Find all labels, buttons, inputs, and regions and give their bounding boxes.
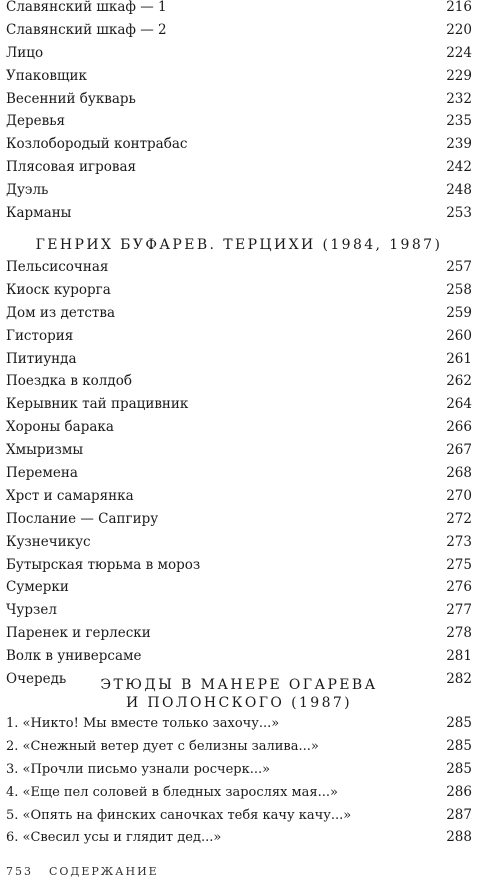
entry-title: Славянский шкаф — 1 <box>6 0 167 15</box>
entry-title: Волк в универсаме <box>6 648 142 665</box>
toc-entry <box>6 826 472 849</box>
toc-entry <box>6 179 472 202</box>
toc-entry <box>6 599 472 622</box>
entry-page: 235 <box>446 113 472 130</box>
entry-title: Поездка в колдоб <box>6 373 132 390</box>
toc-entry <box>6 735 472 758</box>
entry-title: Лицо <box>6 44 44 61</box>
toc-entry <box>6 0 472 19</box>
entry-title: 1. «Никто! Мы вместе только захочу...» <box>6 716 280 731</box>
entry-page: 216 <box>446 0 472 15</box>
entry-title: Киоск курорга <box>6 281 111 298</box>
entry-title: Дуэль <box>6 182 49 199</box>
entry-page: 276 <box>446 579 472 596</box>
entry-page: 266 <box>446 419 472 436</box>
toc-entry <box>6 42 472 65</box>
entry-title: Плясовая игровая <box>6 159 137 176</box>
toc-entry <box>6 622 472 645</box>
section-heading <box>6 676 472 712</box>
toc-entry <box>6 302 472 325</box>
entry-page: 229 <box>446 67 472 84</box>
toc-entry <box>6 531 472 554</box>
entry-page: 239 <box>446 136 472 153</box>
toc-entry <box>6 202 472 225</box>
entry-page: 282 <box>446 671 472 688</box>
entry-page: 268 <box>446 465 472 482</box>
entry-page: 286 <box>446 783 472 800</box>
entry-title: Керывник тай працивник <box>6 396 189 413</box>
entry-title: Кузнечикус <box>6 533 91 550</box>
running-footer-label: СОДЕРЖАНИЕ <box>49 865 159 878</box>
entry-page: 224 <box>446 44 472 61</box>
toc-entry <box>6 758 472 781</box>
toc-entry <box>6 279 472 302</box>
entry-title: Гистория <box>6 327 74 344</box>
toc-entry <box>6 645 472 668</box>
entry-title: Очередь <box>6 671 67 688</box>
toc-entry <box>6 554 472 577</box>
toc-entry <box>6 110 472 133</box>
entry-title: Хороны барака <box>6 419 114 436</box>
entry-title: 3. «Прочли письмо узнали росчерк...» <box>6 761 271 777</box>
section-heading-line: И ПОЛОНСКОГО (1987) <box>125 695 353 711</box>
toc-section-3 <box>6 712 472 849</box>
toc-entry <box>6 781 472 804</box>
entry-page: 277 <box>446 602 472 619</box>
entry-page: 285 <box>446 760 472 777</box>
toc-entry <box>6 133 472 156</box>
entry-page: 253 <box>446 205 472 222</box>
toc-entry <box>6 19 472 42</box>
toc-entry <box>6 393 472 416</box>
entry-page: 285 <box>446 715 472 731</box>
entry-title: Перемена <box>6 465 78 482</box>
toc-entry <box>6 325 472 348</box>
toc-entry <box>6 88 472 111</box>
entry-page: 264 <box>446 396 472 413</box>
section-heading-line: ЭТЮДЫ В МАНЕРЕ ОГАРЕВА <box>100 677 378 693</box>
entry-page: 257 <box>446 259 472 275</box>
entry-title: Сумерки <box>6 579 69 596</box>
entry-page: 248 <box>446 182 472 199</box>
entry-title: Упаковщик <box>6 67 87 84</box>
toc-entry <box>6 156 472 179</box>
entry-page: 270 <box>446 487 472 504</box>
entry-page: 285 <box>446 737 472 754</box>
entry-page: 287 <box>446 806 472 823</box>
toc-entry <box>6 485 472 508</box>
entry-title: Козлобородый контрабас <box>6 136 188 153</box>
entry-page: 220 <box>446 21 472 38</box>
entry-page: 281 <box>446 648 472 665</box>
entry-title: Хрст и самарянка <box>6 487 134 504</box>
entry-page: 288 <box>446 829 472 846</box>
entry-page: 242 <box>446 159 472 176</box>
toc-entry <box>6 712 472 735</box>
entry-title: Весенний букварь <box>6 90 136 107</box>
entry-page: 232 <box>446 90 472 107</box>
entry-page: 261 <box>446 350 472 367</box>
toc-entry <box>6 804 472 827</box>
entry-title: Пельсисочная <box>6 259 109 275</box>
folio-number: 753 <box>6 865 33 878</box>
entry-page: 278 <box>446 625 472 642</box>
entry-title: 5. «Опять на финских саночках тебя качу качу...» <box>6 807 352 823</box>
toc-entry <box>6 65 472 88</box>
entry-title: 6. «Свесил усы и глядит дед...» <box>6 830 222 846</box>
entry-title: Дом из детства <box>6 304 115 321</box>
toc-section-1 <box>6 0 472 225</box>
section-heading: ГЕНРИХ БУФАРЕВ. ТЕРЦИХИ (1984, 1987) <box>35 237 443 253</box>
toc-entry <box>6 256 472 279</box>
toc-entry <box>6 576 472 599</box>
entry-page: 262 <box>446 373 472 390</box>
entry-title: 2. «Снежный ветер дует с белизны залива...» <box>6 738 319 754</box>
entry-page: 275 <box>446 556 472 573</box>
toc-entry <box>6 348 472 371</box>
entry-page: 272 <box>446 510 472 527</box>
entry-title: Питиунда <box>6 350 77 367</box>
entry-title: Карманы <box>6 205 72 222</box>
entry-title: Послание — Сапгиру <box>6 510 159 527</box>
entry-page: 267 <box>446 442 472 459</box>
entry-page: 260 <box>446 327 472 344</box>
entry-title: Деревья <box>6 113 66 130</box>
entry-title: Славянский шкаф — 2 <box>6 21 167 38</box>
entry-title: 4. «Еще пел соловей в бледных зарослях мая...» <box>6 784 338 800</box>
toc-entry <box>6 416 472 439</box>
toc-section-2 <box>6 256 472 691</box>
page-footer <box>6 865 159 878</box>
entry-title: Чурзел <box>6 602 57 619</box>
toc-entry <box>6 508 472 531</box>
entry-title: Бутырская тюрьма в мороз <box>6 556 201 573</box>
entry-title: Паренек и герлески <box>6 625 151 642</box>
entry-page: 258 <box>446 281 472 298</box>
entry-title: Хмыризмы <box>6 442 84 459</box>
entry-page: 259 <box>446 304 472 321</box>
entry-page: 273 <box>446 533 472 550</box>
toc-entry <box>6 439 472 462</box>
toc-entry <box>6 462 472 485</box>
toc-entry <box>6 370 472 393</box>
